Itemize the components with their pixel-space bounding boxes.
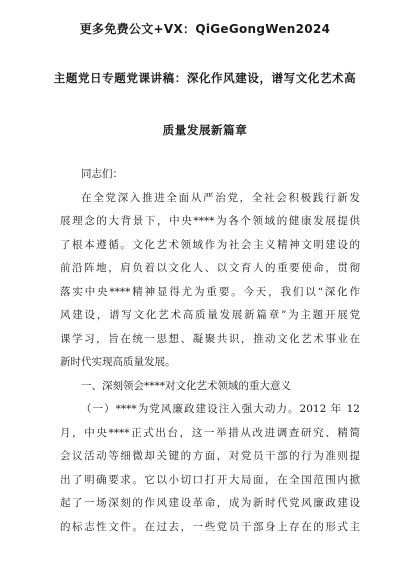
body-line: 在全党深入推进全面从严治党，全社会积极践行新发 xyxy=(81,191,360,204)
body-line: （一）****为党风廉政建设注入强大动力。2012 年 12 xyxy=(81,403,360,415)
body-line: 同志们： xyxy=(81,168,123,180)
body-line: 前沿阵地，肩负着以文化人、以文育人的重要使命，贯彻 xyxy=(60,262,360,274)
body-line: 风建设，谱写文化艺术高质量发展新篇章”为主题开展党 xyxy=(60,309,360,321)
body-line: 的标志性文件。在过去，一些党员干部身上存在的形式主 xyxy=(60,520,360,533)
body-line: 出了明确要求。它以小切口打开大局面，在全国范围内掀 xyxy=(60,473,360,486)
body-line: 课学习，旨在统一思想、凝聚共识，推动文化艺术事业在 xyxy=(60,332,360,345)
document-title-line-1: 主题党日专题党课讲稿：深化作风建设，谱写文化艺术高 xyxy=(53,71,357,85)
body-line: 一、深刻领会****对文化艺术领域的重大意义 xyxy=(81,379,291,392)
body-line: 展理念的大背景下，中央****为各个领域的健康发展提供 xyxy=(60,215,360,227)
body-line: 月，中央****正式出台，这一举措从改进调查研究、精简 xyxy=(60,426,360,439)
document-title-line-2: 质量发展新篇章 xyxy=(162,123,248,137)
promo-header: 更多免费公文+VX：QiGeGongWen2024 xyxy=(79,22,331,36)
body-line: 落实中央****精神显得尤为重要。今天，我们以“深化作 xyxy=(60,285,360,298)
body-line: 了根本遵循。文化艺术领域作为社会主义精神文明建设的 xyxy=(60,238,360,251)
body-text xyxy=(60,163,360,539)
body-line: 新时代实现高质量发展。 xyxy=(60,356,176,368)
body-line: 起了一场深刻的作风建设革命，成为新时代党风廉政建设 xyxy=(60,497,360,509)
body-line: 会议活动等细微却关键的方面，对党员干部的行为准则提 xyxy=(60,450,360,462)
